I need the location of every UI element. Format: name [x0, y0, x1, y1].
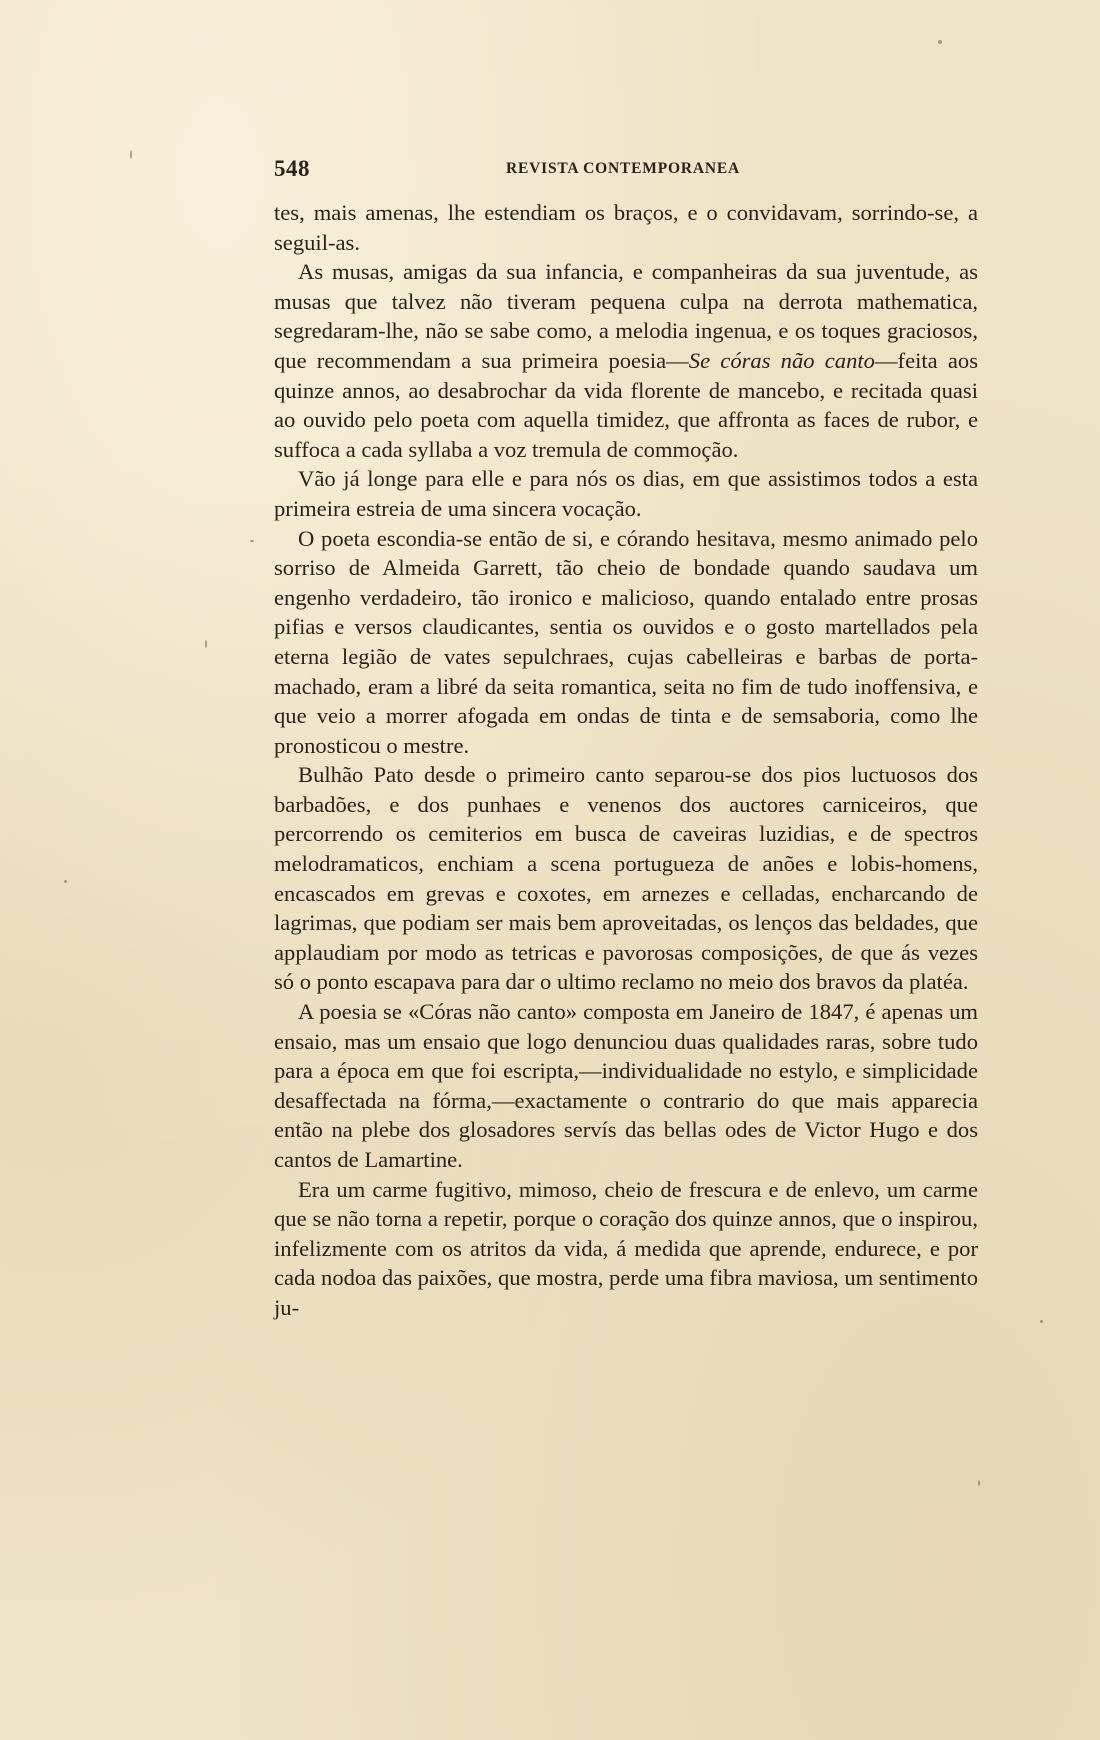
paper-speck	[1040, 1320, 1043, 1323]
poem-title-italic: Se córas não canto	[688, 347, 875, 373]
paper-speck	[64, 880, 67, 883]
paper-speck	[978, 1480, 980, 1486]
paragraph-a-poesia: A poesia se «Córas não canto» composta em Janeiro de 1847, é apenas um ensaio, mas um ensaio que logo denunciou duas qualidades raras, sobre tudo para a época em que foi escripta,—individualidade no estylo, e simplicidade desaffectada na fórma,—exactamente o contrario do que mais apparecia então na plebe dos glosadores servís das bellas odes de Victor Hugo e dos cantos de Lamartine.	[274, 999, 978, 1172]
paragraph-continued: tes, mais amenas, lhe estendiam os braços, e o convidavam, sorrindo-se, a seguil-as.	[274, 200, 978, 255]
page-number: 548	[274, 156, 310, 181]
paper-speck	[130, 150, 132, 159]
body-text	[274, 198, 978, 1323]
paragraph-o-poeta: O poeta escondia-se então de si, e córando hesitava, mesmo animado pelo sorriso de Almeida Garrett, tão cheio de bondade quando saudava um engenho verdadeiro, tão ironico e malicioso, quando entalado entre prosas pifias e versos claudicantes, sentia os ouvidos e o gosto martellados pela eterna legião de vates sepulchraes, cujas cabelleiras e barbas de porta-machado, eram a libré da seita romantica, seita no fim de tudo inoffensiva, e que veio a morrer afogada em ondas de tinta e de semsaboria, como lhe pronosticou o mestre.	[274, 525, 978, 758]
paper-speck	[938, 40, 942, 44]
page-header	[274, 156, 978, 184]
paragraph-bulhao-pato: Bulhão Pato desde o primeiro canto separou-se dos pios luctuosos dos barbadões, e dos punhaes e venenos dos auctores carniceiros, que percorrendo os cemiterios em busca de caveiras luzidias, e de spectros melodramaticos, enchiam a scena portugueza de anões e lobis-homens, encascados em grevas e coxotes, em arnezes e celladas, encharcando de lagrimas, que podiam ser mais bem aproveitadas, os lenços das beldades, que applaudiam por modo as tetricas e pavorosas composições, de que ás vezes só o ponto escapava para dar o ultimo reclamo no meio dos bravos da platéa.	[274, 762, 978, 995]
paragraph-era-um-carme: Era um carme fugitivo, mimoso, cheio de frescura e de enlevo, um carme que se não torna a repetir, porque o coração dos quinze annos, que o inspirou, infelizmente com os atritos da vida, á medida que aprende, endurece, e por cada nodoa das paixões, que mostra, perde uma fibra maviosa, um sentimento ju-	[274, 1176, 978, 1320]
paper-speck	[250, 540, 254, 542]
paragraph-musas	[274, 257, 978, 464]
paragraph-musas-text-after: —feita aos quinze annos, ao desabrochar da vida florente de mancebo, e recitada quasi ao ouvido pelo poeta com aquella timidez, que affronta as faces de rubor, e suffoca a cada syllaba a voz tremula de commoção.	[274, 347, 978, 462]
running-title: REVISTA CONTEMPORANEA	[506, 160, 740, 177]
paragraph-musas-text-before: As musas, amigas da sua infancia, e companheiras da sua juventude, as musas que talvez não tiveram pequena culpa na derrota mathematica, segredaram-lhe, não se sabe como, a melodia ingenua, e os toques graciosos, que recommendam a sua primeira poesia—	[274, 259, 978, 373]
paper-speck	[205, 640, 207, 648]
paragraph-vao-ja-longe: Vão já longe para elle e para nós os dias, em que assistimos todos a esta primeira estreia de uma sincera vocação.	[274, 466, 978, 521]
